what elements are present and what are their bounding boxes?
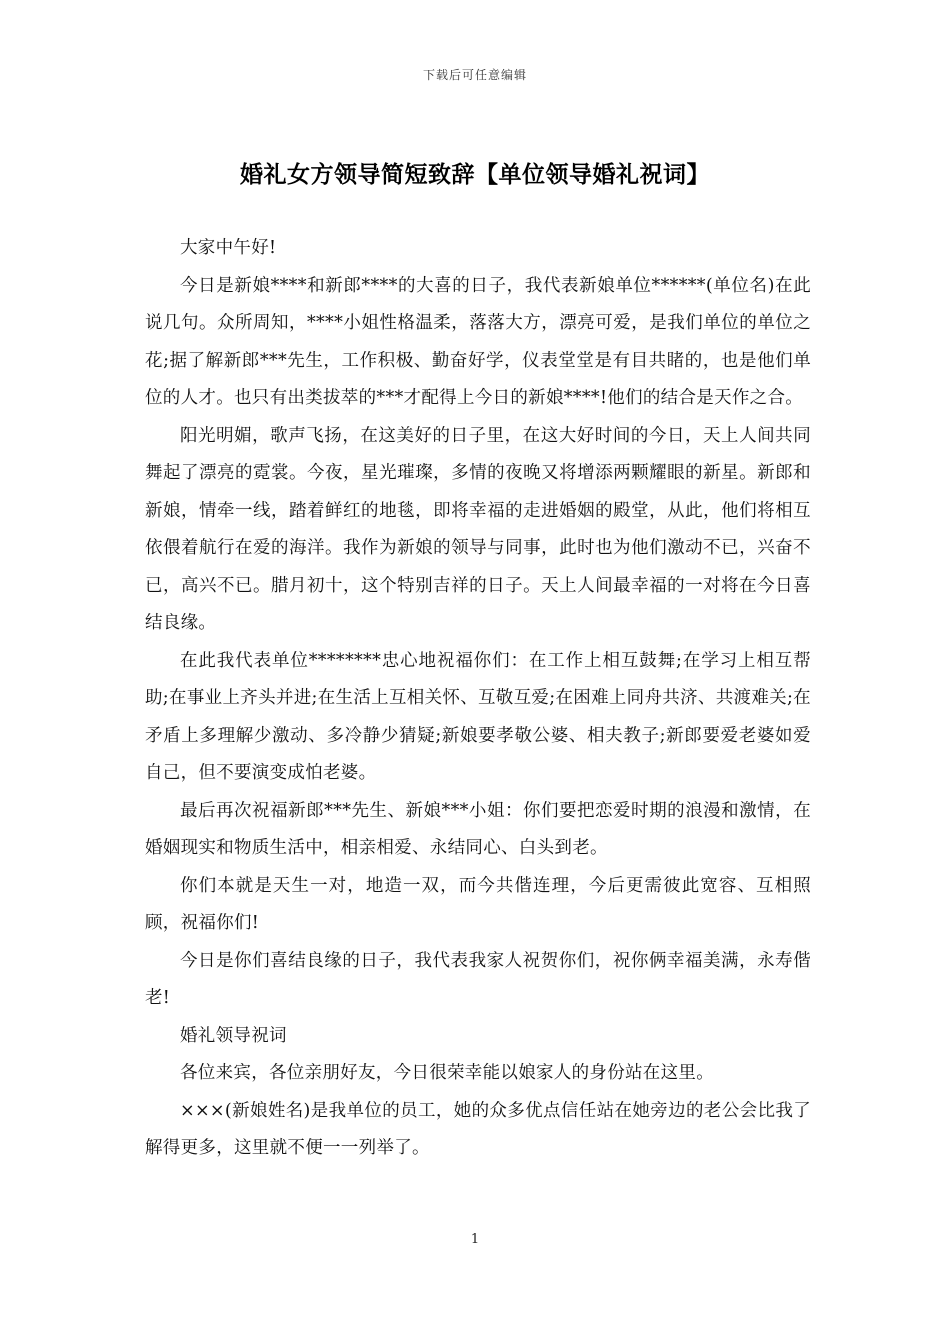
paragraph: 在此我代表单位********忠心地祝福你们：在工作上相互鼓舞;在学习上相互帮助;在事业上齐头并进;在生活上互相关怀、互敬互爱;在困难上同舟共济、共渡难关;在矛盾上多理解少激动、多冷静少猜疑;新娘要孝敬公婆、相夫教子;新郎要爱老婆如爱自己，但不要演变成怕老婆。 xyxy=(145,650,811,783)
paragraph: 今日是新娘****和新郎****的大喜的日子，我代表新娘单位******(单位名)在此说几句。众所周知，****小姐性格温柔，落落大方，漂亮可爱，是我们单位的单位之花;据了解新郎***先生，工作积极、勤奋好学，仪表堂堂是有目共睹的，也是他们单位的人才。也只有出类拔萃的***才配得上今日的新娘****!他们的结合是天作之合。 xyxy=(145,275,811,408)
paragraph: 各位来宾，各位亲朋好友，今日很荣幸能以娘家人的身份站在这里。 xyxy=(180,1063,714,1083)
document-title: 婚礼女方领导简短致辞【单位领导婚礼祝词】 xyxy=(240,161,710,188)
header-note: 下载后可任意编辑 xyxy=(422,68,527,82)
page-number: 1 xyxy=(470,1232,480,1247)
section-heading: 婚礼领导祝词 xyxy=(180,1025,287,1046)
document-body xyxy=(145,230,811,1168)
paragraph: 你们本就是天生一对，地造一双，而今共偕连理，今后更需彼此宽容、互相照顾，祝福你们! xyxy=(145,875,811,933)
paragraph: 今日是你们喜结良缘的日子，我代表我家人祝贺你们，祝你俩幸福美满，永寿偕老! xyxy=(145,950,811,1008)
paragraph: 阳光明媚，歌声飞扬，在这美好的日子里，在这大好时间的今日，天上人间共同舞起了漂亮的霓裳。今夜，星光璀璨，多情的夜晚又将增添两颗耀眼的新星。新郎和新娘，情牵一线，踏着鲜红的地毯，即将幸福的走进婚姻的殿堂，从此，他们将相互依偎着航行在爱的海洋。我作为新娘的领导与同事，此时也为他们激动不已，兴奋不已，高兴不已。腊月初十，这个特别吉祥的日子。天上人间最幸福的一对将在今日喜结良缘。 xyxy=(145,425,811,633)
paragraph: ×××(新娘姓名)是我单位的员工，她的众多优点信任站在她旁边的老公会比我了解得更多，这里就不便一一列举了。 xyxy=(145,1100,811,1158)
paragraph: 最后再次祝福新郎***先生、新娘***小姐：你们要把恋爱时期的浪漫和激情，在婚姻现实和物质生活中，相亲相爱、永结同心、白头到老。 xyxy=(145,800,811,858)
paragraph-greeting: 大家中午好! xyxy=(180,238,277,258)
